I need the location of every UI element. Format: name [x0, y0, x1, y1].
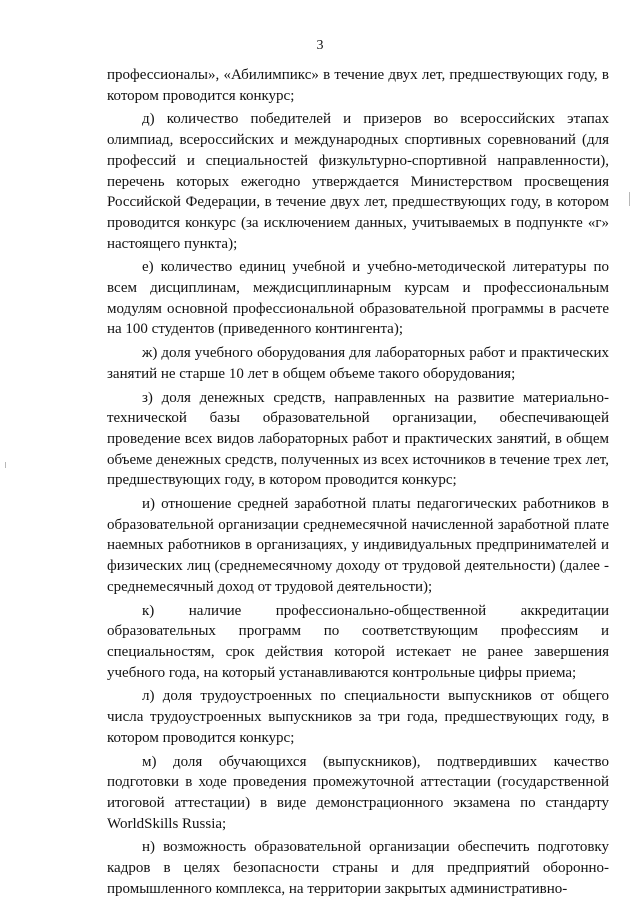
scan-margin-mark [5, 462, 6, 468]
paragraph-l: л) доля трудоустроенных по специальности выпускников от общего числа трудоустроенных выпускников за три года, предшествующих году, в котором проводится конкурс; [107, 688, 609, 746]
paragraph-k: к) наличие профессионально-общественной аккредитации образовательных программ по соответствующим профессиям и специальностям, срок действия которой истекает не ранее завершения учебного года, на который устанавливаются контрольные цифры приема; [107, 602, 609, 681]
paragraph-d: д) количество победителей и призеров во всероссийских этапах олимпиад, всероссийских и международных спортивных соревнований (для профессий и специальностей физкультурно-спортивной направленности), перечень которых ежегодно утверждается Министерством просвещения Российской Федерации, в течение двух лет, предшествующих году, в котором проводится конкурс (за исключением данных, учитываемых в подпункте «г» настоящего пункта); [107, 111, 609, 252]
scan-margin-mark [629, 192, 630, 206]
page-number: 3 [316, 38, 324, 53]
paragraph-n: н) возможность образовательной организации обеспечить подготовку кадров в целях безопасности страны и для предприятий оборонно-промышленного комплекса, на территории закрытых административно- [107, 839, 609, 897]
paragraph-continued: профессионалы», «Абилимпикс» в течение двух лет, предшествующих году, в котором проводится конкурс; [107, 67, 609, 104]
paragraph-m: м) доля обучающихся (выпускников), подтвердивших качество подготовки в ходе проведения промежуточной аттестации (государственной итоговой аттестации) в виде демонстрационного экзамена по стандарту WorldSkills Russia; [107, 753, 609, 832]
paragraph-zh: ж) доля учебного оборудования для лабораторных работ и практических занятий не старше 10 лет в общем объеме такого оборудования; [107, 345, 609, 382]
paragraph-z: з) доля денежных средств, направленных на развитие материально-технической базы образовательной организации, обеспечивающей проведение всех видов лабораторных работ и практических занятий, в общем объеме денежных средств, полученных из всех источников в течение трех лет, предшествующих году, в котором проводится конкурс; [107, 389, 609, 489]
paragraph-i: и) отношение средней заработной платы педагогических работников в образовательной организации среднемесячной начисленной заработной плате наемных работников в организациях, у индивидуальных предпринимателей и физических лиц (среднемесячному доходу от трудовой деятельности) (далее - среднемесячный доход от трудовой деятельности); [107, 496, 609, 595]
paragraph-e: е) количество единиц учебной и учебно-методической литературы по всем дисциплинам, междисциплинарным курсам и профессиональным модулям основной профессиональной образовательной программы в расчете на 100 студентов (приведенного контингента); [107, 259, 609, 338]
document-body [107, 65, 609, 899]
